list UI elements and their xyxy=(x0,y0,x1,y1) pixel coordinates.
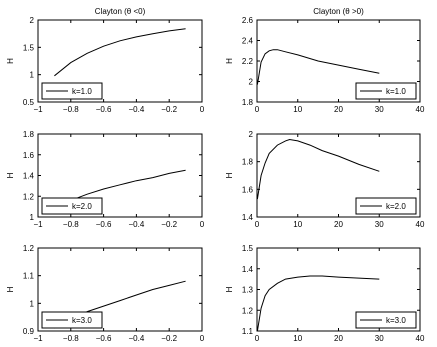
x-tick-label: −0.6 xyxy=(95,220,112,229)
y-tick-label: 1.8 xyxy=(241,98,253,107)
x-tick-label: −0.2 xyxy=(161,105,178,114)
legend xyxy=(42,198,102,214)
y-tick-label: 1.2 xyxy=(22,192,34,202)
legend xyxy=(356,83,416,99)
legend-label: k=3.0 xyxy=(386,316,406,325)
legend-label: k=1.0 xyxy=(386,87,406,96)
x-tick-label: 10 xyxy=(293,334,303,343)
chart-title: Clayton (θ >0) xyxy=(313,7,364,16)
x-tick-label: 30 xyxy=(374,334,384,343)
y-axis-label: H xyxy=(6,58,15,64)
y-tick-label: 1.1 xyxy=(22,271,34,281)
y-tick-label: 1 xyxy=(29,213,34,222)
legend-label: k=3.0 xyxy=(72,316,92,325)
x-tick-label: 0 xyxy=(254,220,260,229)
legend-label: k=1.0 xyxy=(72,87,92,96)
x-tick-label: −1 xyxy=(33,334,43,343)
y-axis-label: H xyxy=(225,286,234,293)
y-tick-label: 1.5 xyxy=(241,244,253,253)
y-tick-label: 1 xyxy=(29,70,34,80)
y-tick-label: 1 xyxy=(29,299,34,309)
panel-1 xyxy=(6,7,205,114)
panel-4 xyxy=(225,130,425,229)
x-tick-label: 20 xyxy=(334,220,343,229)
series-line-k=1.0 xyxy=(257,50,379,85)
x-tick-label: −0.4 xyxy=(128,105,145,114)
panel-3 xyxy=(6,130,205,229)
x-tick-label: 30 xyxy=(374,220,384,229)
y-tick-label: 1.1 xyxy=(241,327,253,336)
x-tick-label: 30 xyxy=(374,105,384,114)
x-tick-label: 0 xyxy=(254,105,260,114)
series-line-k=2.0 xyxy=(257,140,379,200)
x-tick-label: 40 xyxy=(415,105,425,114)
legend-label: k=2.0 xyxy=(386,202,406,211)
y-tick-label: 0.9 xyxy=(22,327,34,336)
x-tick-label: −1 xyxy=(33,220,43,229)
y-axis-label: H xyxy=(6,172,15,179)
x-tick-label: 0 xyxy=(254,334,260,343)
y-tick-label: 1.2 xyxy=(241,306,253,316)
x-tick-label: 0 xyxy=(199,105,205,114)
y-axis-label: H xyxy=(6,286,15,293)
y-tick-label: 1.8 xyxy=(241,157,253,167)
y-tick-label: 2 xyxy=(248,130,253,139)
x-tick-label: 40 xyxy=(415,220,425,229)
x-tick-label: 40 xyxy=(415,334,425,343)
x-tick-label: −0.6 xyxy=(95,334,112,343)
y-tick-label: 0.5 xyxy=(22,98,34,107)
legend-label: k=2.0 xyxy=(72,202,92,211)
panel-2 xyxy=(225,7,425,114)
y-tick-label: 1.8 xyxy=(22,130,34,139)
y-tick-label: 2.6 xyxy=(241,16,253,25)
panel-6 xyxy=(225,244,425,343)
x-tick-label: −0.8 xyxy=(62,105,79,114)
x-tick-label: −0.4 xyxy=(128,334,145,343)
y-tick-label: 1.5 xyxy=(22,43,34,53)
x-tick-label: −0.2 xyxy=(161,334,178,343)
y-tick-label: 1.6 xyxy=(241,185,253,195)
x-tick-label: −0.6 xyxy=(95,105,112,114)
y-tick-label: 2 xyxy=(248,77,253,87)
x-tick-label: −0.4 xyxy=(128,220,145,229)
x-tick-label: −1 xyxy=(33,105,43,114)
y-tick-label: 2.4 xyxy=(241,36,253,46)
y-axis-label: H xyxy=(225,58,234,64)
series-line-k=1.0 xyxy=(54,29,185,76)
chart-title: Clayton (θ <0) xyxy=(94,7,146,16)
y-tick-label: 1.4 xyxy=(241,264,253,274)
x-tick-label: 10 xyxy=(293,105,303,114)
legend xyxy=(42,83,102,99)
legend xyxy=(356,198,416,214)
y-tick-label: 1.6 xyxy=(22,150,34,160)
y-tick-label: 2.2 xyxy=(241,57,253,66)
x-tick-label: 10 xyxy=(293,220,303,229)
y-tick-label: 1.4 xyxy=(241,213,253,222)
x-tick-label: 0 xyxy=(199,334,205,343)
x-tick-label: 0 xyxy=(199,220,205,229)
x-tick-label: −0.2 xyxy=(161,220,178,229)
x-tick-label: −0.8 xyxy=(62,220,79,229)
legend xyxy=(356,312,416,328)
panel-5 xyxy=(6,244,205,343)
y-axis-label: H xyxy=(225,172,234,179)
y-tick-label: 1.2 xyxy=(22,244,34,253)
y-tick-label: 1.4 xyxy=(22,171,34,181)
y-tick-label: 2 xyxy=(29,16,34,25)
x-tick-label: −0.8 xyxy=(62,334,79,343)
x-tick-label: 20 xyxy=(334,334,343,343)
legend xyxy=(42,312,102,328)
x-tick-label: 20 xyxy=(334,105,343,114)
y-tick-label: 1.3 xyxy=(241,285,253,295)
